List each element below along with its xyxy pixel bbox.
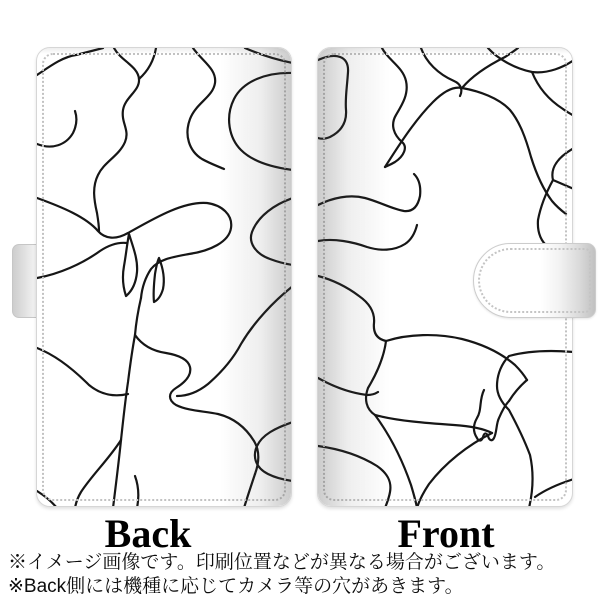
front-label: Front [397,511,495,556]
spine-strap [12,244,38,318]
disclaimer-notes [8,551,555,599]
magnetic-clasp-tab [473,243,596,318]
stitching-clasp [478,248,591,313]
back-label: Back [104,511,192,556]
crack-pattern-back [37,48,292,507]
disclaimer-note-2: ※Back側には機種に応じてカメラ等の穴があきます。 [8,576,464,597]
back-case-panel [36,47,292,507]
disclaimer-note-1: ※イメージ画像です。印刷位置などが異なる場合がございます。 [8,552,556,573]
